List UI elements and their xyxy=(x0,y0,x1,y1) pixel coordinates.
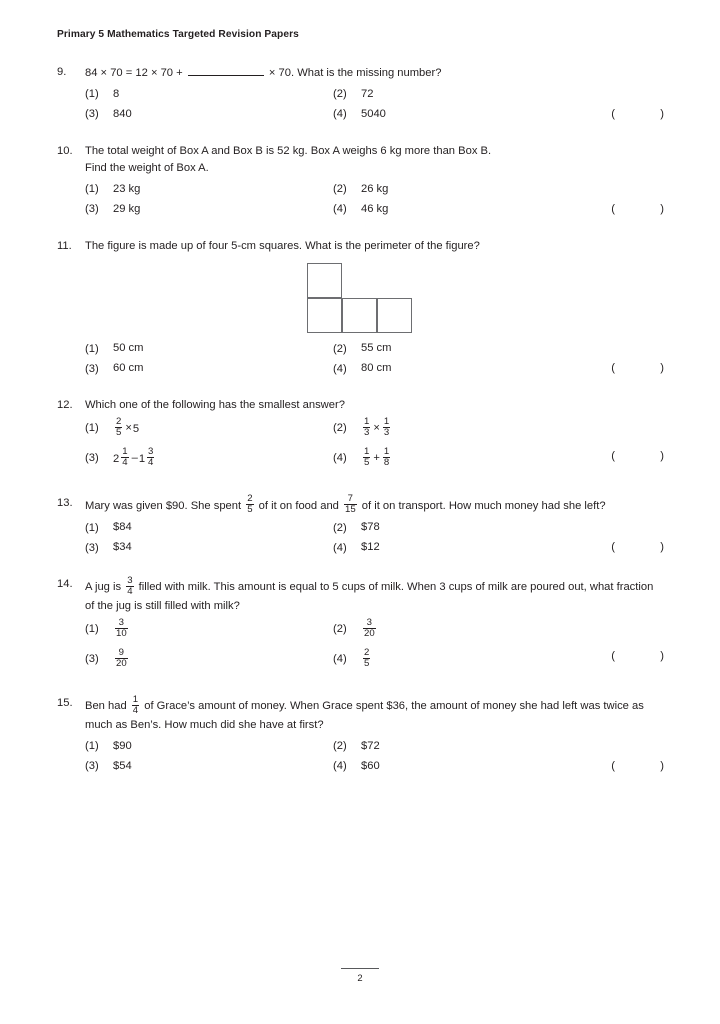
math-operator: × xyxy=(125,421,132,434)
fraction-denominator: 5 xyxy=(364,457,370,469)
fraction-denominator: 4 xyxy=(148,457,154,469)
option-4[interactable] xyxy=(333,360,391,378)
option-1[interactable] xyxy=(85,418,139,440)
option-row xyxy=(85,86,680,106)
option-3[interactable] xyxy=(85,448,156,470)
fraction-denominator: 5 xyxy=(116,427,122,439)
option-marker: (2) xyxy=(333,88,347,101)
option-value xyxy=(113,648,130,670)
square-top-left xyxy=(307,263,342,298)
option-4[interactable] xyxy=(333,106,386,124)
answer-bracket[interactable]: ( ) xyxy=(611,759,673,772)
option-row xyxy=(85,448,680,478)
option-2[interactable] xyxy=(333,86,373,104)
footer-divider xyxy=(341,968,379,969)
question-10 xyxy=(0,143,720,221)
option-4[interactable] xyxy=(333,448,392,470)
answer-bracket[interactable]: ( ) xyxy=(611,362,673,374)
question-number: 14. xyxy=(57,578,73,591)
option-value: $12 xyxy=(361,541,380,554)
fraction-numerator: 1 xyxy=(364,416,370,427)
option-row xyxy=(85,758,680,778)
option-marker: (4) xyxy=(333,362,347,375)
figure-wrapper xyxy=(85,255,680,337)
text-run: 2 xyxy=(113,452,120,465)
stem-suffix: × 70. What is the missing number? xyxy=(265,67,442,79)
fraction xyxy=(363,618,376,640)
question-stem xyxy=(85,695,660,734)
fraction-denominator: 4 xyxy=(132,705,139,717)
l-shaped-four-squares-figure xyxy=(307,263,412,333)
option-marker: (4) xyxy=(333,108,347,121)
option-marker: (4) xyxy=(333,203,347,216)
option-value: 29 kg xyxy=(113,202,141,215)
text-run: Ben had xyxy=(85,700,130,713)
options xyxy=(85,181,680,221)
option-marker: (3) xyxy=(85,108,99,121)
question-15 xyxy=(0,695,720,777)
fraction xyxy=(383,447,390,469)
square-bottom-1 xyxy=(307,298,342,333)
fraction-denominator: 15 xyxy=(345,504,356,516)
page-footer xyxy=(0,960,720,1024)
option-1[interactable] xyxy=(85,618,130,640)
option-value: $84 xyxy=(113,521,132,534)
option-marker: (2) xyxy=(333,740,347,753)
fraction xyxy=(363,447,370,469)
math-operator: × xyxy=(373,421,380,434)
fraction-numerator: 2 xyxy=(116,416,122,427)
option-marker: (3) xyxy=(85,653,99,666)
option-value: $34 xyxy=(113,541,132,554)
option-row xyxy=(85,519,680,539)
fraction xyxy=(147,447,154,469)
stem-line-2: Find the weight of Box A. xyxy=(85,162,209,174)
option-marker: (3) xyxy=(85,362,99,375)
question-13 xyxy=(0,495,720,560)
option-marker: (1) xyxy=(85,183,99,196)
fraction xyxy=(363,417,370,439)
option-value: 72 xyxy=(361,87,374,100)
fraction-denominator: 4 xyxy=(122,457,128,469)
option-value: 8 xyxy=(113,87,120,100)
options xyxy=(85,418,680,478)
fraction-numerator: 9 xyxy=(115,648,128,659)
option-value: 46 kg xyxy=(361,202,389,215)
option-value: $90 xyxy=(113,739,132,752)
square-bottom-2 xyxy=(342,298,377,333)
fraction-denominator: 3 xyxy=(383,427,390,439)
fraction xyxy=(115,417,122,439)
fraction-numerator: 1 xyxy=(122,446,128,457)
fraction-denominator: 10 xyxy=(116,628,127,640)
fraction-numerator: 2 xyxy=(247,493,253,504)
text-run: of Grace’s amount of money. When Grace spent $36, the amount of money she had left was twice as much as Ben’s. How much did she have at first? xyxy=(85,700,644,732)
option-row xyxy=(85,201,680,221)
option-row xyxy=(85,648,680,678)
answer-bracket[interactable]: ( ) xyxy=(611,449,673,462)
option-4[interactable] xyxy=(333,539,380,557)
fraction xyxy=(115,618,128,640)
option-value: 55 cm xyxy=(361,342,392,354)
option-marker: (4) xyxy=(333,760,347,773)
math-operator: + xyxy=(373,451,380,464)
option-2[interactable] xyxy=(333,519,380,537)
option-value xyxy=(361,418,392,440)
option-3[interactable] xyxy=(85,360,143,378)
option-row xyxy=(85,418,680,448)
option-2[interactable] xyxy=(333,340,391,358)
fraction xyxy=(132,695,139,717)
option-3[interactable] xyxy=(85,106,132,124)
option-marker: (1) xyxy=(85,740,99,753)
options xyxy=(85,738,680,778)
option-marker: (3) xyxy=(85,760,99,773)
fraction-denominator: 3 xyxy=(364,427,370,439)
fraction-numerator: 3 xyxy=(148,446,154,457)
running-head: Primary 5 Mathematics Targeted Revision Papers xyxy=(57,29,299,40)
fraction-numerator: 2 xyxy=(364,646,370,658)
option-value: 5040 xyxy=(361,107,386,120)
question-stem xyxy=(85,576,660,615)
fraction xyxy=(121,447,128,469)
question-number: 10. xyxy=(57,144,73,157)
fraction-numerator: 3 xyxy=(127,574,133,586)
question-number: 11. xyxy=(57,239,72,252)
fraction xyxy=(115,648,128,670)
question-number: 15. xyxy=(57,697,73,710)
option-marker: (3) xyxy=(85,541,99,554)
option-1[interactable] xyxy=(85,519,132,537)
option-2[interactable] xyxy=(333,418,392,440)
options xyxy=(85,519,680,559)
fraction-numerator: 7 xyxy=(344,494,357,505)
fraction-numerator: 1 xyxy=(132,693,139,705)
option-marker: (4) xyxy=(333,653,347,666)
option-value: $72 xyxy=(361,739,380,752)
answer-bracket[interactable]: ( ) xyxy=(611,107,673,120)
question-stem xyxy=(85,143,660,178)
option-marker: (3) xyxy=(85,452,99,465)
question-stem xyxy=(85,64,660,83)
text-run: of it on transport. How much money had she left? xyxy=(358,499,606,512)
question-number: 13. xyxy=(57,496,73,509)
option-1[interactable] xyxy=(85,738,132,756)
fraction xyxy=(246,494,253,516)
option-marker: (1) xyxy=(85,342,99,355)
stem-prefix: 84 × 70 = 12 × 70 + xyxy=(85,67,186,79)
fraction-denominator: 4 xyxy=(127,586,133,598)
option-3[interactable] xyxy=(85,758,132,776)
options xyxy=(85,86,680,126)
option-row xyxy=(85,360,680,380)
fraction-denominator: 20 xyxy=(364,628,375,640)
text-run: 5 xyxy=(132,422,140,435)
option-marker: (1) xyxy=(85,521,99,534)
option-value: $78 xyxy=(361,521,380,534)
option-value: 80 cm xyxy=(361,362,392,374)
option-1[interactable] xyxy=(85,340,143,358)
option-marker: (2) xyxy=(333,422,347,435)
option-value: 23 kg xyxy=(113,182,141,195)
options xyxy=(85,618,680,678)
answer-bracket[interactable]: ( ) xyxy=(611,650,673,663)
text-run: A jug is xyxy=(85,581,125,594)
question-12 xyxy=(0,397,720,478)
option-3[interactable] xyxy=(85,648,130,670)
option-4[interactable] xyxy=(333,758,380,776)
fraction xyxy=(383,417,390,439)
question-11 xyxy=(0,238,720,381)
fraction-denominator: 8 xyxy=(383,457,390,469)
fraction-numerator: 1 xyxy=(364,446,370,457)
option-value xyxy=(113,418,139,440)
option-value: $54 xyxy=(113,759,132,772)
fraction-denominator: 5 xyxy=(247,504,253,516)
question-9 xyxy=(0,64,720,126)
fraction-denominator: 20 xyxy=(116,658,127,670)
option-value: 60 cm xyxy=(113,362,144,374)
question-14 xyxy=(0,576,720,678)
text-run: filled with milk. This amount is equal to 5 cups of milk. When 3 cups of milk are poured out, what fraction of the jug is still filled with milk? xyxy=(85,581,654,612)
option-3[interactable] xyxy=(85,539,132,557)
option-value xyxy=(113,448,156,470)
question-number: 12. xyxy=(57,399,73,411)
question-list xyxy=(0,64,720,795)
fraction-numerator: 3 xyxy=(115,618,128,629)
option-2[interactable] xyxy=(333,181,388,199)
option-marker: (2) xyxy=(333,623,347,636)
fraction-numerator: 1 xyxy=(383,416,390,427)
option-3[interactable] xyxy=(85,201,140,219)
option-row xyxy=(85,539,680,559)
option-marker: (2) xyxy=(333,183,347,196)
question-number: 9. xyxy=(57,66,67,78)
option-4[interactable] xyxy=(333,648,372,670)
option-marker: (1) xyxy=(85,88,99,101)
option-marker: (2) xyxy=(333,521,347,534)
option-2[interactable] xyxy=(333,738,380,756)
option-marker: (4) xyxy=(333,452,347,465)
fraction xyxy=(126,576,133,598)
option-value xyxy=(361,618,378,640)
option-row xyxy=(85,618,680,648)
math-operator: – xyxy=(131,451,138,464)
option-2[interactable] xyxy=(333,618,378,640)
option-4[interactable] xyxy=(333,201,388,219)
option-value: $60 xyxy=(361,759,380,772)
option-value xyxy=(361,448,392,470)
option-value: 50 cm xyxy=(113,342,144,354)
answer-blank[interactable] xyxy=(188,64,264,76)
option-row xyxy=(85,340,680,360)
question-stem: Which one of the following has the smallest answer? xyxy=(85,399,345,411)
option-marker: (1) xyxy=(85,623,99,636)
option-row xyxy=(85,106,680,126)
fraction xyxy=(344,494,357,516)
fraction-denominator: 5 xyxy=(364,658,370,670)
option-marker: (3) xyxy=(85,203,99,216)
fraction-numerator: 1 xyxy=(383,446,390,457)
option-1[interactable] xyxy=(85,181,140,199)
square-bottom-3 xyxy=(377,298,412,333)
stem-line-1: The total weight of Box A and Box B is 52 kg. Box A weighs 6 kg more than Box B. xyxy=(85,144,492,157)
option-marker: (2) xyxy=(333,342,347,355)
option-marker: (1) xyxy=(85,422,99,435)
fraction-numerator: 3 xyxy=(363,618,376,629)
question-stem xyxy=(85,495,660,517)
fraction xyxy=(363,648,370,670)
text-run: Mary was given $90. She spent xyxy=(85,499,245,512)
option-value xyxy=(113,618,130,640)
text-run: of it on food and xyxy=(255,499,343,512)
text-run: 1 xyxy=(138,452,146,465)
option-row xyxy=(85,738,680,758)
answer-bracket[interactable]: ( ) xyxy=(611,541,673,554)
option-marker: (4) xyxy=(333,541,347,554)
option-row xyxy=(85,181,680,201)
question-stem: The figure is made up of four 5-cm squares. What is the perimeter of the figure? xyxy=(85,239,480,252)
option-value xyxy=(361,648,372,670)
options xyxy=(85,340,680,380)
option-1[interactable] xyxy=(85,86,119,104)
option-value: 26 kg xyxy=(361,182,389,195)
page-number: 2 xyxy=(357,972,363,983)
answer-bracket[interactable]: ( ) xyxy=(611,202,673,215)
option-value: 840 xyxy=(113,107,132,120)
